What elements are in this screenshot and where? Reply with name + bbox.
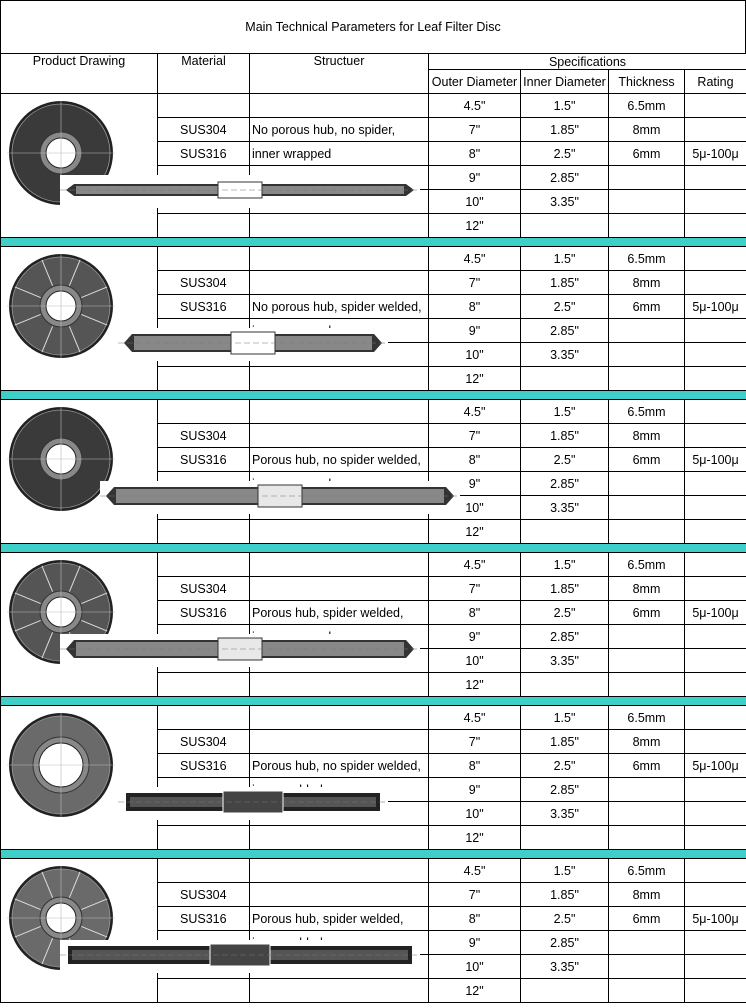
disc-side-profile (60, 634, 420, 667)
thickness-cell: 6mm (609, 601, 685, 625)
thickness-cell (609, 778, 685, 802)
thickness-cell: 6.5mm (609, 400, 685, 424)
structure-cell (250, 826, 429, 850)
outer-diameter-cell: 4.5" (429, 553, 521, 577)
outer-diameter-cell: 8" (429, 448, 521, 472)
material-cell (158, 859, 250, 883)
outer-diameter-cell: 9" (429, 931, 521, 955)
thickness-cell (609, 343, 685, 367)
disc-side-profile (60, 940, 420, 973)
structure-cell (250, 400, 429, 424)
material-cell (158, 673, 250, 697)
material-cell: SUS304 (158, 424, 250, 448)
structure-cell: No porous hub, spider welded, (250, 295, 429, 319)
outer-diameter-cell: 12" (429, 673, 521, 697)
rating-cell (685, 625, 746, 649)
structure-cell (250, 424, 429, 448)
rating-cell (685, 706, 746, 730)
disc-side-profile (100, 481, 460, 514)
outer-diameter-cell: 9" (429, 319, 521, 343)
table-row (1, 247, 746, 271)
inner-diameter-cell: 2.85" (521, 166, 609, 190)
material-cell (158, 520, 250, 544)
material-cell (158, 400, 250, 424)
thickness-cell (609, 214, 685, 238)
material-cell (158, 826, 250, 850)
outer-diameter-cell: 9" (429, 472, 521, 496)
outer-diameter-cell: 12" (429, 826, 521, 850)
rating-cell (685, 118, 746, 142)
thickness-cell: 6mm (609, 142, 685, 166)
section-separator (1, 697, 746, 706)
thickness-cell (609, 649, 685, 673)
outer-diameter-cell: 10" (429, 343, 521, 367)
outer-diameter-cell: 7" (429, 577, 521, 601)
header-row (1, 54, 746, 70)
inner-diameter-cell: 2.85" (521, 778, 609, 802)
outer-diameter-cell: 12" (429, 520, 521, 544)
outer-diameter-cell: 10" (429, 955, 521, 979)
structure-cell (250, 859, 429, 883)
structure-cell (250, 883, 429, 907)
rating-cell (685, 955, 746, 979)
inner-diameter-cell: 3.35" (521, 190, 609, 214)
rating-cell (685, 496, 746, 520)
thickness-cell (609, 826, 685, 850)
rating-cell (685, 673, 746, 697)
rating-cell (685, 367, 746, 391)
inner-diameter-cell: 3.35" (521, 955, 609, 979)
structure-cell (250, 673, 429, 697)
rating-cell (685, 979, 746, 1003)
outer-diameter-cell: 4.5" (429, 859, 521, 883)
product-drawing (1, 706, 158, 850)
material-cell: SUS316 (158, 448, 250, 472)
structure-cell: Porous hub, spider welded, (250, 907, 429, 931)
thickness-cell (609, 367, 685, 391)
section-separator (1, 544, 746, 553)
material-cell: SUS316 (158, 754, 250, 778)
inner-diameter-cell (521, 520, 609, 544)
thickness-cell: 6.5mm (609, 94, 685, 118)
structure-cell (250, 271, 429, 295)
structure-cell: No porous hub, no spider, (250, 118, 429, 142)
inner-diameter-cell: 2.5" (521, 448, 609, 472)
rating-cell: 5μ-100μ (685, 448, 746, 472)
header-rating: Rating (685, 70, 746, 94)
table-row (1, 94, 746, 118)
header-product-drawing: Product Drawing (1, 54, 158, 94)
outer-diameter-cell: 8" (429, 295, 521, 319)
table-row (1, 859, 746, 883)
inner-diameter-cell: 1.5" (521, 859, 609, 883)
thickness-cell (609, 955, 685, 979)
thickness-cell: 8mm (609, 883, 685, 907)
outer-diameter-cell: 12" (429, 214, 521, 238)
structure-cell (250, 520, 429, 544)
outer-diameter-cell: 7" (429, 730, 521, 754)
rating-cell: 5μ-100μ (685, 142, 746, 166)
material-cell: SUS304 (158, 271, 250, 295)
outer-diameter-cell: 8" (429, 754, 521, 778)
thickness-cell: 6.5mm (609, 247, 685, 271)
inner-diameter-cell: 1.85" (521, 730, 609, 754)
product-drawing (1, 94, 158, 238)
thickness-cell (609, 520, 685, 544)
inner-diameter-cell: 1.5" (521, 94, 609, 118)
inner-diameter-cell (521, 826, 609, 850)
structure-cell: Porous hub, no spider welded, (250, 448, 429, 472)
rating-cell (685, 649, 746, 673)
inner-diameter-cell (521, 979, 609, 1003)
rating-cell (685, 424, 746, 448)
structure-cell (250, 94, 429, 118)
inner-diameter-cell: 3.35" (521, 802, 609, 826)
rating-cell (685, 472, 746, 496)
structure-cell (250, 247, 429, 271)
outer-diameter-cell: 12" (429, 367, 521, 391)
rating-cell (685, 214, 746, 238)
thickness-cell (609, 625, 685, 649)
outer-diameter-cell: 9" (429, 778, 521, 802)
material-cell: SUS304 (158, 118, 250, 142)
rating-cell (685, 802, 746, 826)
rating-cell: 5μ-100μ (685, 907, 746, 931)
inner-diameter-cell: 1.5" (521, 247, 609, 271)
outer-diameter-cell: 10" (429, 649, 521, 673)
inner-diameter-cell: 1.5" (521, 706, 609, 730)
outer-diameter-cell: 8" (429, 601, 521, 625)
outer-diameter-cell: 9" (429, 166, 521, 190)
structure-cell: Porous hub, spider welded, (250, 601, 429, 625)
header-specifications: Specifications (429, 54, 746, 70)
rating-cell (685, 247, 746, 271)
header-structure: Structuer (250, 54, 429, 94)
thickness-cell (609, 979, 685, 1003)
product-drawing (1, 553, 158, 697)
thickness-cell: 8mm (609, 577, 685, 601)
outer-diameter-cell: 7" (429, 883, 521, 907)
rating-cell (685, 319, 746, 343)
inner-diameter-cell (521, 214, 609, 238)
structure-cell (250, 706, 429, 730)
section-separator (1, 238, 746, 247)
inner-diameter-cell: 2.5" (521, 907, 609, 931)
structure-cell (250, 577, 429, 601)
inner-diameter-cell: 2.85" (521, 625, 609, 649)
rating-cell: 5μ-100μ (685, 754, 746, 778)
thickness-cell: 8mm (609, 271, 685, 295)
thickness-cell: 8mm (609, 730, 685, 754)
rating-cell (685, 730, 746, 754)
material-cell: SUS304 (158, 883, 250, 907)
outer-diameter-cell: 4.5" (429, 94, 521, 118)
thickness-cell: 6mm (609, 448, 685, 472)
inner-diameter-cell: 3.35" (521, 649, 609, 673)
product-drawing (1, 247, 158, 391)
inner-diameter-cell: 3.35" (521, 496, 609, 520)
inner-diameter-cell: 1.5" (521, 553, 609, 577)
thickness-cell: 6.5mm (609, 553, 685, 577)
thickness-cell: 6mm (609, 754, 685, 778)
outer-diameter-cell: 8" (429, 142, 521, 166)
section-separator (1, 391, 746, 400)
rating-cell (685, 577, 746, 601)
material-cell: SUS304 (158, 577, 250, 601)
rating-cell (685, 343, 746, 367)
outer-diameter-cell: 4.5" (429, 247, 521, 271)
rating-cell: 5μ-100μ (685, 601, 746, 625)
thickness-cell (609, 496, 685, 520)
table-row (1, 706, 746, 730)
structure-cell (250, 979, 429, 1003)
header-outer-diameter: Outer Diameter (429, 70, 521, 94)
inner-diameter-cell: 2.5" (521, 142, 609, 166)
thickness-cell (609, 166, 685, 190)
thickness-cell (609, 472, 685, 496)
structure-cell: inner wrapped (250, 142, 429, 166)
rating-cell (685, 826, 746, 850)
inner-diameter-cell: 1.85" (521, 577, 609, 601)
material-cell (158, 247, 250, 271)
header-material: Material (158, 54, 250, 94)
thickness-cell: 6mm (609, 907, 685, 931)
inner-diameter-cell: 3.35" (521, 343, 609, 367)
inner-diameter-cell: 2.85" (521, 931, 609, 955)
outer-diameter-cell: 7" (429, 118, 521, 142)
inner-diameter-cell (521, 367, 609, 391)
thickness-cell (609, 190, 685, 214)
material-cell (158, 706, 250, 730)
structure-cell (250, 730, 429, 754)
thickness-cell: 6.5mm (609, 859, 685, 883)
rating-cell (685, 859, 746, 883)
thickness-cell (609, 802, 685, 826)
thickness-cell: 6.5mm (609, 706, 685, 730)
rating-cell (685, 190, 746, 214)
thickness-cell (609, 931, 685, 955)
structure-cell (250, 214, 429, 238)
outer-diameter-cell: 4.5" (429, 400, 521, 424)
disc-side-profile (60, 175, 420, 208)
rating-cell: 5μ-100μ (685, 295, 746, 319)
inner-diameter-cell: 2.85" (521, 319, 609, 343)
material-cell (158, 553, 250, 577)
material-cell (158, 214, 250, 238)
material-cell (158, 979, 250, 1003)
material-cell (158, 94, 250, 118)
inner-diameter-cell: 2.85" (521, 472, 609, 496)
table-row (1, 553, 746, 577)
rating-cell (685, 166, 746, 190)
outer-diameter-cell: 7" (429, 424, 521, 448)
inner-diameter-cell: 2.5" (521, 295, 609, 319)
table-row (1, 400, 746, 424)
thickness-cell: 8mm (609, 118, 685, 142)
disc-side-profile (118, 328, 388, 361)
disc-front-view (1, 710, 121, 820)
material-cell: SUS316 (158, 601, 250, 625)
inner-diameter-cell: 1.5" (521, 400, 609, 424)
structure-cell (250, 553, 429, 577)
outer-diameter-cell: 10" (429, 190, 521, 214)
inner-diameter-cell: 2.5" (521, 601, 609, 625)
rating-cell (685, 271, 746, 295)
outer-diameter-cell: 12" (429, 979, 521, 1003)
structure-cell: Porous hub, no spider welded, (250, 754, 429, 778)
header-inner-diameter: Inner Diameter (521, 70, 609, 94)
material-cell: SUS304 (158, 730, 250, 754)
outer-diameter-cell: 4.5" (429, 706, 521, 730)
inner-diameter-cell: 2.5" (521, 754, 609, 778)
rating-cell (685, 883, 746, 907)
sheet-title: Main Technical Parameters for Leaf Filter Disc (0, 0, 746, 54)
material-cell: SUS316 (158, 295, 250, 319)
section-separator (1, 850, 746, 859)
inner-diameter-cell (521, 673, 609, 697)
material-cell: SUS316 (158, 142, 250, 166)
outer-diameter-cell: 9" (429, 625, 521, 649)
material-cell (158, 367, 250, 391)
thickness-cell (609, 673, 685, 697)
inner-diameter-cell: 1.85" (521, 118, 609, 142)
thickness-cell: 8mm (609, 424, 685, 448)
rating-cell (685, 931, 746, 955)
rating-cell (685, 400, 746, 424)
product-drawing (1, 400, 158, 544)
rating-cell (685, 94, 746, 118)
material-cell: SUS316 (158, 907, 250, 931)
disc-side-profile (118, 787, 388, 820)
thickness-cell: 6mm (609, 295, 685, 319)
header-thickness: Thickness (609, 70, 685, 94)
inner-diameter-cell: 1.85" (521, 271, 609, 295)
inner-diameter-cell: 1.85" (521, 883, 609, 907)
outer-diameter-cell: 10" (429, 802, 521, 826)
inner-diameter-cell: 1.85" (521, 424, 609, 448)
outer-diameter-cell: 10" (429, 496, 521, 520)
thickness-cell (609, 319, 685, 343)
outer-diameter-cell: 7" (429, 271, 521, 295)
rating-cell (685, 553, 746, 577)
rating-cell (685, 520, 746, 544)
product-drawing (1, 859, 158, 1003)
structure-cell (250, 367, 429, 391)
outer-diameter-cell: 8" (429, 907, 521, 931)
disc-front-view (1, 251, 121, 361)
rating-cell (685, 778, 746, 802)
